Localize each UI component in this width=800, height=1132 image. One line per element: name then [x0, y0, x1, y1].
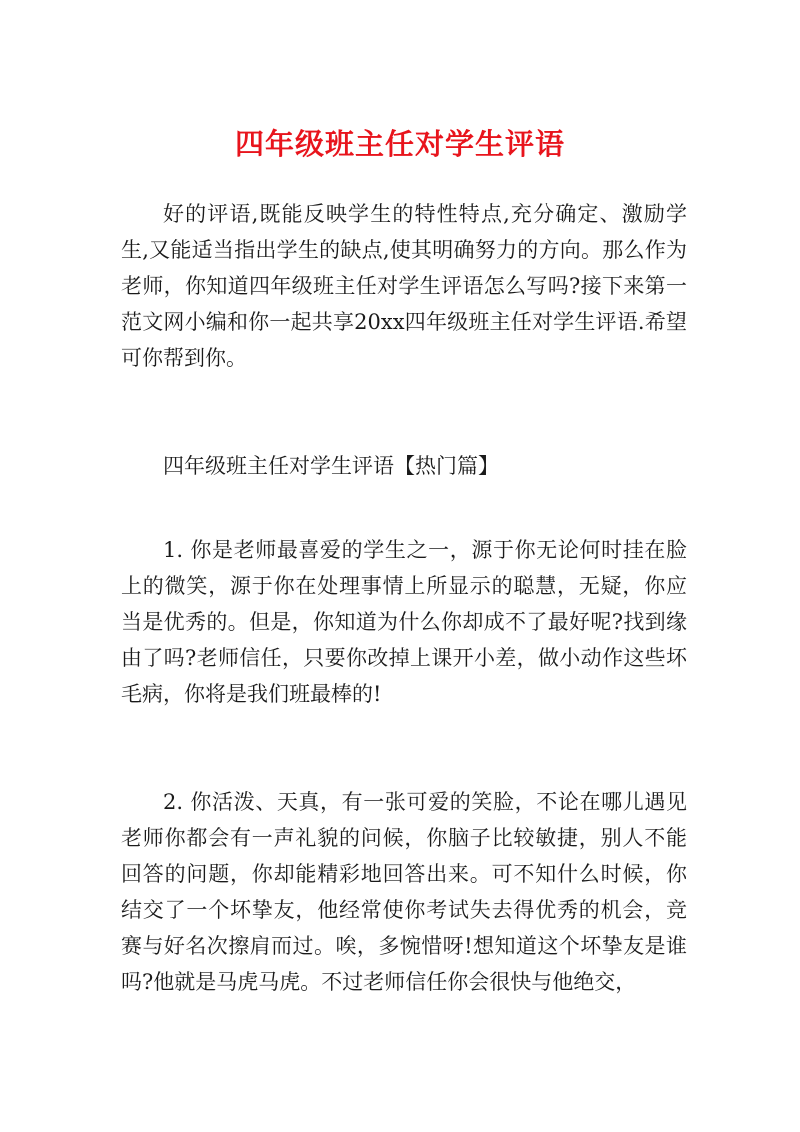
comment-paragraph-1: 1. 你是老师最喜爱的学生之一，源于你无论何时挂在脸上的微笑，源于你在处理事情上所显示的聪慧，无疑，你应当是优秀的。但是，你知道为什么你却成不了最好呢?找到缘由了吗?老师信任，只要你改掉上课开小差，做小动作这些坏毛病，你将是我们班最棒的!: [121, 538, 687, 706]
comment-paragraph-2: 2. 你活泼、天真，有一张可爱的笑脸，不论在哪儿遇见老师你都会有一声礼貌的问候，你脑子比较敏捷，别人不能回答的问题，你却能精彩地回答出来。可不知什么时候，你结交了一个坏挚友，他经常使你考试失去得优秀的机会，竞赛与好名次擦肩而过。唉，多惋惜呀!想知道这个坏挚友是谁吗?他就是马虎马虎。不过老师信任你会很快与他绝交，: [121, 790, 687, 994]
section-heading: 四年级班主任对学生评语【热门篇】: [163, 454, 499, 478]
intro-paragraph: 好的评语,既能反映学生的特性特点,充分确定、激励学生,又能适当指出学生的缺点,使其明确努力的方向。那么作为老师，你知道四年级班主任对学生评语怎么写吗?接下来第一范文网小编和你一起共享20xx四年级班主任对学生评语.希望可你帮到你。: [121, 202, 687, 370]
document-title: 四年级班主任对学生评语: [234, 127, 565, 161]
